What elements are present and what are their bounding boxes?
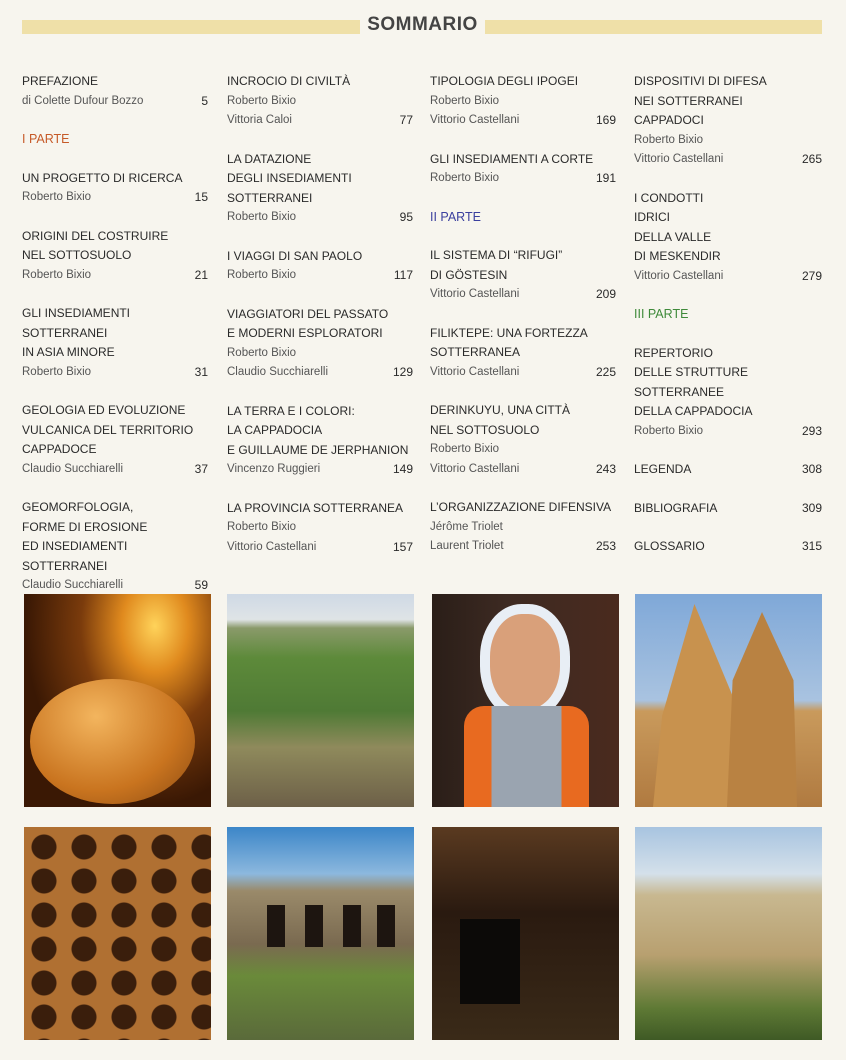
chapter-author: Roberto Bixio [227, 269, 297, 281]
toc-column-3 [430, 72, 616, 576]
page-number: 209 [595, 287, 616, 301]
chapter-title: E MODERNI ESPLORATORI [227, 326, 383, 340]
toc-entry [227, 499, 413, 558]
page-number: 59 [194, 578, 208, 592]
photo-underground-chamber [432, 827, 619, 1040]
chapter-title: CAPPADOCE [22, 442, 97, 456]
chapter-title: PREFAZIONE [22, 74, 99, 88]
toc-entry [227, 72, 413, 131]
toc-entry [227, 305, 413, 383]
part-heading: I PARTE [22, 132, 70, 146]
page-number: 15 [194, 190, 208, 204]
toc-entry [430, 246, 616, 305]
header-rule-right [485, 20, 822, 34]
toc-column-2 [227, 72, 413, 576]
chapter-title: I CONDOTTI [634, 190, 704, 205]
toc-entry [22, 72, 208, 111]
toc-entry [634, 499, 822, 519]
chapter-title: NEL SOTTOSUOLO [22, 248, 132, 262]
chapter-author: Vittoria Caloi [227, 114, 292, 126]
photo-rolling-stone-door [24, 594, 211, 807]
page-header [22, 14, 822, 40]
photo-doorway [305, 905, 323, 947]
chapter-author: Roberto Bixio [430, 172, 500, 184]
toc-column-4 [634, 72, 822, 576]
page-title: SOMMARIO [367, 14, 478, 35]
toc-column-1 [22, 72, 208, 615]
chapter-author: Roberto Bixio [22, 365, 92, 378]
toc-entry [227, 150, 413, 228]
chapter-author: Claudio Succhiarelli [227, 366, 328, 378]
chapter-title: SOTTERRANEI [227, 190, 313, 205]
toc-entry [634, 189, 822, 287]
chapter-title: DI MESKENDIR [634, 249, 721, 263]
toc-entry [22, 227, 208, 286]
chapter-title: DEGLI INSEDIAMENTI [227, 171, 352, 185]
photo-face [490, 614, 560, 709]
chapter-title: LA PROVINCIA SOTTERRANEA [227, 500, 404, 515]
chapter-author: Roberto Bixio [430, 94, 500, 107]
chapter-title: SOTTERRANEA [430, 345, 521, 359]
page-number: 95 [399, 210, 413, 224]
chapter-title: GLI INSEDIAMENTI SOTTERRANEI [22, 306, 131, 340]
chapter-author: Jérôme Triolet [430, 520, 503, 533]
chapter-author: Vittorio Castellani [634, 269, 724, 282]
toc-entry [430, 401, 616, 479]
photo-doorway [267, 905, 285, 947]
chapter-author: Vittorio Castellani [227, 540, 317, 553]
page-number: 31 [194, 364, 208, 379]
chapter-title: DELLE STRUTTURE [634, 365, 749, 379]
page-number: 169 [595, 113, 616, 127]
toc-entry [430, 150, 616, 189]
page-number: 157 [392, 539, 413, 554]
chapter-title: I VIAGGI DI SAN PAOLO [227, 248, 363, 263]
chapter-title: NEI SOTTERRANEI [634, 93, 743, 108]
chapter-title: E GUILLAUME DE JERPHANION [227, 442, 409, 457]
chapter-title: IDRICI [634, 210, 670, 224]
page-number: 191 [595, 171, 616, 185]
chapter-author: Vittorio Castellani [634, 153, 724, 165]
toc-entry [430, 72, 616, 131]
chapter-author: Roberto Bixio [430, 443, 500, 455]
chapter-author: Vittorio Castellani [430, 462, 520, 475]
page-number: 308 [801, 462, 822, 476]
chapter-author: Vittorio Castellani [430, 365, 520, 378]
chapter-title: LA DATAZIONE [227, 151, 312, 166]
page-number: 77 [399, 113, 413, 127]
chapter-title: BIBLIOGRAFIA [634, 500, 718, 515]
chapter-title: CAPPADOCI [634, 113, 704, 127]
chapter-title: REPERTORIO [634, 345, 713, 360]
chapter-title: GEOMORFOLOGIA, [22, 500, 134, 514]
chapter-author: Roberto Bixio [227, 211, 297, 223]
chapter-author: Vittorio Castellani [430, 288, 520, 300]
page-number: 37 [194, 461, 208, 476]
chapter-title: GLI INSEDIAMENTI A CORTE [430, 151, 594, 166]
toc-entry [634, 72, 822, 170]
header-rule-left [22, 20, 360, 34]
page-number: 243 [595, 461, 616, 476]
toc-entry [430, 324, 616, 383]
page-number: 253 [595, 539, 616, 553]
chapter-title: ORIGINI DEL COSTRUIRE [22, 228, 169, 243]
chapter-author: Roberto Bixio [22, 268, 92, 281]
toc-entry [227, 247, 413, 286]
page-number: 265 [801, 152, 822, 166]
chapter-title: FILIKTEPE: UNA FORTEZZA [430, 325, 588, 340]
toc-entry [22, 169, 208, 208]
chapter-title: LA TERRA E I COLORI: [227, 403, 355, 418]
chapter-title: LEGENDA [634, 462, 692, 476]
chapter-title: DERINKUYU, UNA CITTÀ [430, 403, 571, 417]
chapter-author: Roberto Bixio [634, 133, 704, 146]
chapter-title: VULCANICA DEL TERRITORIO [22, 422, 194, 437]
chapter-title: NEL SOTTOSUOLO [430, 422, 540, 437]
chapter-author: Laurent Triolet [430, 540, 504, 552]
chapter-author: Roberto Bixio [227, 346, 297, 359]
page-number: 225 [595, 364, 616, 379]
photo-stone-disc [30, 679, 195, 804]
chapter-title: FORME DI EROSIONE [22, 519, 148, 534]
photo-doorway [377, 905, 395, 947]
chapter-title: SOTTERRANEE [634, 384, 725, 399]
chapter-author: Claudio Succhiarelli [22, 462, 123, 475]
page-number: 315 [801, 539, 822, 553]
page-number: 149 [392, 462, 413, 476]
toc-entry [22, 401, 208, 479]
part-heading: III PARTE [634, 307, 689, 321]
chapter-title: DI GÖSTESIN [430, 267, 508, 282]
page-number: 309 [801, 500, 822, 515]
photo-fairy-chimneys [635, 594, 822, 807]
page-number: 293 [801, 423, 822, 438]
chapter-title: LA CAPPADOCIA [227, 423, 323, 437]
chapter-title: VIAGGIATORI DEL PASSATO [227, 306, 389, 321]
page-number: 279 [801, 268, 822, 283]
photo-cave-dwellings [635, 827, 822, 1040]
chapter-title: DELLA VALLE [634, 229, 712, 244]
chapter-title: DELLA CAPPADOCIA [634, 404, 753, 418]
page-number: 5 [201, 93, 208, 108]
chapter-title: INCROCIO DI CIVILTÀ [227, 74, 351, 88]
chapter-author: Claudio Succhiarelli [22, 579, 123, 591]
part-heading: II PARTE [430, 209, 481, 224]
photo-plain-landscape [227, 594, 414, 807]
chapter-title: GLOSSARIO [634, 539, 705, 553]
toc-entry [634, 460, 822, 480]
toc-entry [22, 498, 208, 596]
chapter-title: UN PROGETTO DI RICERCA [22, 170, 183, 185]
chapter-author: Roberto Bixio [634, 424, 704, 437]
photo-girl-portrait [432, 594, 619, 807]
chapter-author: Roberto Bixio [227, 521, 297, 533]
toc-entry [634, 344, 822, 442]
toc-entry [634, 537, 822, 557]
toc-entry [22, 304, 208, 382]
photo-rock-spire [727, 612, 797, 807]
toc-entry [430, 498, 616, 557]
chapter-title: ED INSEDIAMENTI SOTTERRANEI [22, 539, 128, 573]
chapter-author: di Colette Dufour Bozzo [22, 94, 144, 107]
photo-body [464, 706, 589, 807]
photo-dovecote-niches [24, 827, 211, 1040]
page-number: 117 [393, 268, 413, 282]
chapter-title: DISPOSITIVI DI DIFESA [634, 74, 767, 88]
page-number: 129 [392, 365, 413, 379]
chapter-author: Roberto Bixio [22, 191, 92, 203]
chapter-title: TIPOLOGIA DEGLI IPOGEI [430, 74, 579, 88]
chapter-author: Vittorio Castellani [430, 114, 520, 126]
chapter-title: IN ASIA MINORE [22, 345, 115, 359]
chapter-title: GEOLOGIA ED EVOLUZIONE [22, 403, 186, 417]
page-number: 21 [194, 267, 208, 282]
chapter-author: Vincenzo Ruggieri [227, 463, 321, 475]
chapter-author: Roberto Bixio [227, 94, 297, 107]
chapter-title: IL SISTEMA DI “RIFUGI” [430, 248, 563, 262]
photo-doorway [343, 905, 361, 947]
photo-dark-doorway [460, 919, 520, 1004]
chapter-title: L’ORGANIZZAZIONE DIFENSIVA [430, 500, 612, 514]
photo-rock-cut-facade [227, 827, 414, 1040]
toc-entry [227, 402, 413, 480]
